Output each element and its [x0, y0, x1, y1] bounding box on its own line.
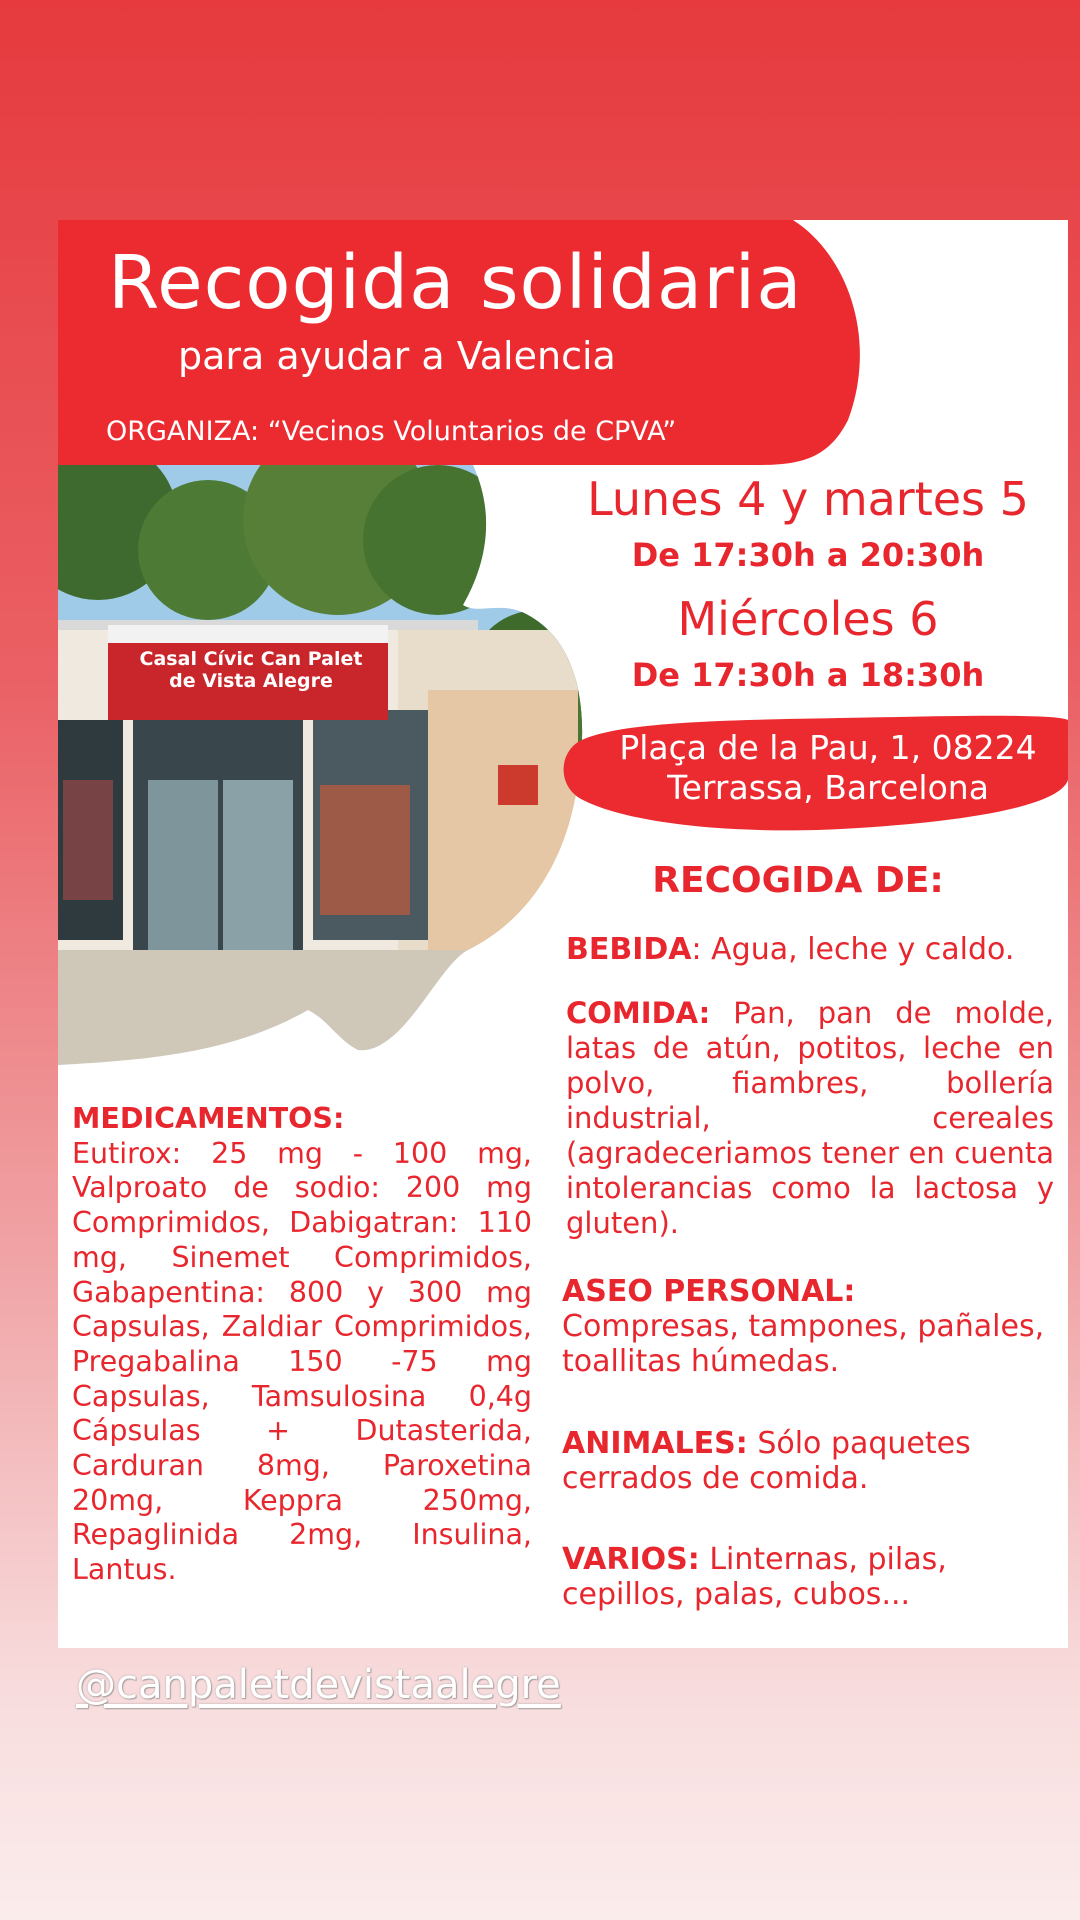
building-sign — [106, 648, 396, 692]
page-subtitle: para ayudar a Valencia — [178, 334, 616, 378]
bebida-item — [566, 932, 1056, 967]
address-line-2: Terrassa, Barcelona — [667, 768, 989, 807]
schedule-hours-1: De 17:30h a 20:30h — [631, 536, 985, 574]
organizer-text: ORGANIZA: “Vecinos Voluntarios de CPVA” — [106, 416, 677, 447]
comida-label: COMIDA: — [566, 996, 711, 1030]
address-line-1: Plaça de la Pau, 1, 08224 — [619, 728, 1037, 767]
comida-item — [566, 996, 1054, 1241]
medicamentos-text: Eutirox: 25 mg - 100 mg, Valproato de sodio: 200 mg Comprimidos, Dabigatran: 110 mg, Sinemet Comprimidos, Gabapentina: 800 y 300 mg Capsulas, Zaldiar Comprimidos, Pregabalina 150 -75 mg Capsulas, Tamsulosina 0,4g Cápsulas + Dutasterida, Carduran 8mg, Paroxetina 20mg, Keppra 250mg, Repaglinida 2mg, Insulina, Lantus. — [72, 1136, 532, 1587]
bebida-label: BEBIDA — [566, 932, 692, 967]
building-photo — [58, 425, 638, 1070]
schedule-hours-2: De 17:30h a 18:30h — [631, 656, 985, 694]
page-title: Recogida solidaria — [108, 240, 803, 326]
animales-item — [562, 1426, 1022, 1496]
varios-text: Linternas, pilas, cepillos, palas, cubos... — [562, 1542, 947, 1612]
collection-heading: RECOGIDA DE: — [652, 860, 944, 901]
bebida-text: : Agua, leche y caldo. — [691, 932, 1015, 967]
medicamentos-label: MEDICAMENTOS: — [72, 1102, 345, 1135]
aseo-item — [562, 1274, 1052, 1379]
aseo-label: ASEO PERSONAL: — [562, 1274, 856, 1309]
comida-text: Pan, pan de molde, latas de atún, potitos, leche en polvo, fiambres, bollería industrial, cereales (agradeceriamos tener en cuenta intolerancias como la lactosa y gluten). — [566, 996, 1054, 1240]
address — [568, 728, 1068, 808]
varios-item — [562, 1542, 1022, 1612]
sign-line-2: de Vista Alegre — [169, 670, 333, 692]
animales-text: Sólo paquetes cerrados de comida. — [562, 1426, 971, 1496]
instagram-handle-link[interactable]: @canpaletdevistaalegre — [76, 1662, 561, 1708]
aseo-text: Compresas, tampones, pañales, toallitas húmedas. — [562, 1309, 1045, 1379]
animales-label: ANIMALES: — [562, 1426, 748, 1461]
varios-label: VARIOS: — [562, 1542, 700, 1577]
schedule-day-1: Lunes 4 y martes 5 — [587, 472, 1029, 526]
schedule-day-2: Miércoles 6 — [677, 592, 939, 646]
sign-line-1: Casal Cívic Can Palet — [139, 648, 363, 670]
flyer-card — [58, 220, 1068, 1648]
medicamentos-item — [72, 1102, 532, 1588]
